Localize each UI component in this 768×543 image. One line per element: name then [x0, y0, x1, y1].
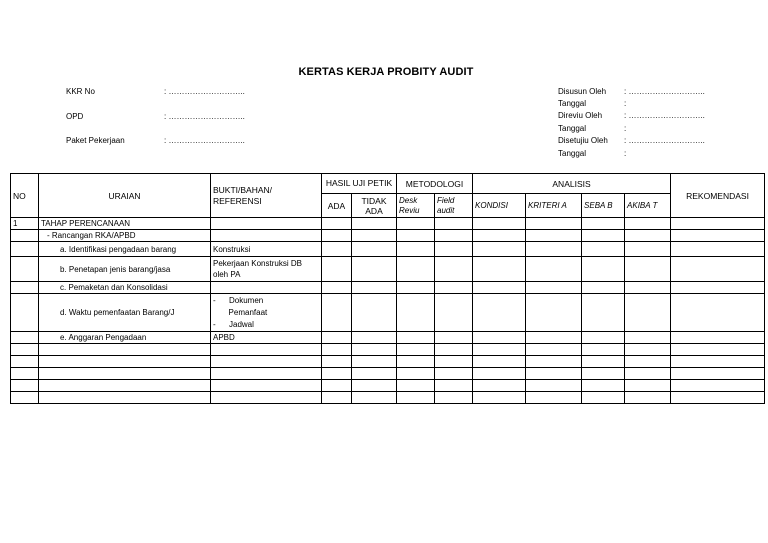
table-row — [11, 332, 765, 344]
header-bukti-referensi: BUKTI/BAHAN/ REFERENSI — [211, 174, 322, 218]
page-title: KERTAS KERJA PROBITY AUDIT — [298, 66, 474, 78]
header-no: NO — [11, 174, 39, 218]
direviu-oleh-label: Direviu Oleh — [558, 111, 603, 120]
table-row — [11, 218, 765, 230]
header-kondisi: KONDISI — [473, 194, 526, 218]
disusun-oleh-value[interactable]: : ……………………….. — [624, 87, 705, 96]
tanggal-3-label: Tanggal — [558, 149, 587, 158]
kkr-no-value[interactable]: : ……………………….. — [164, 87, 245, 96]
bukti-item: - Dokumen — [213, 295, 264, 305]
row-uraian: e. Anggaran Pengadaan — [39, 332, 211, 344]
header-hasil-uji-petik: HASIL UJI PETIK — [322, 174, 397, 194]
row-uraian: a. Identifikasi pengadaan barang — [39, 242, 211, 257]
row-bukti: Pekerjaan Konstruksi DB oleh PA — [211, 257, 322, 282]
kkr-no-label: KKR No — [66, 87, 95, 96]
header-uraian: URAIAN — [39, 174, 211, 218]
row-no: 1 — [11, 218, 39, 230]
disetujui-oleh-value[interactable]: : ……………………….. — [624, 136, 705, 145]
row-uraian: TAHAP PERENCANAAN — [39, 218, 211, 230]
tanggal-2-label: Tanggal — [558, 124, 587, 133]
disusun-oleh-label: Disusun Oleh — [558, 87, 607, 96]
bukti-item: Pemanfaat — [213, 307, 268, 317]
header-rekomendasi: REKOMENDASI — [671, 174, 765, 218]
header-tidak-ada: TIDAK ADA — [352, 194, 397, 218]
tanggal-1-label: Tanggal — [558, 99, 587, 108]
table-row — [11, 282, 765, 294]
row-bukti: Konstruksi — [211, 242, 322, 257]
row-uraian: d. Waktu pemenfaatan Barang/J — [39, 294, 211, 332]
table-row — [11, 368, 765, 380]
tanggal-2-value[interactable]: : — [624, 124, 627, 133]
header-ada: ADA — [322, 194, 352, 218]
table-row — [11, 344, 765, 356]
row-uraian: - Rancangan RKA/APBD — [39, 230, 211, 242]
row-uraian: c. Pemaketan dan Konsolidasi — [39, 282, 211, 294]
table-row — [11, 257, 765, 282]
header-sebab: SEBA B — [582, 194, 625, 218]
table-row — [11, 380, 765, 392]
paket-pekerjaan-value[interactable]: : ……………………….. — [164, 136, 245, 145]
header-kriteria: KRITERI A — [526, 194, 582, 218]
table-row — [11, 392, 765, 404]
table-row — [11, 242, 765, 257]
header-akibat: AKIBA T — [625, 194, 671, 218]
tanggal-1-value[interactable]: : — [624, 99, 627, 108]
opd-label: OPD — [66, 112, 84, 121]
direviu-oleh-value[interactable]: : ……………………….. — [624, 111, 705, 120]
table-row — [11, 230, 765, 242]
tanggal-3-value[interactable]: : — [624, 149, 627, 158]
table-row — [11, 294, 765, 332]
disetujui-oleh-label: Disetujiu Oleh — [558, 136, 608, 145]
bukti-item: - Jadwal — [213, 319, 254, 329]
header-metodologi: METODOLOGI — [397, 174, 473, 194]
opd-value[interactable]: : ……………………….. — [164, 112, 245, 121]
row-bukti: APBD — [211, 332, 322, 344]
header-field-audit: Field audit — [435, 194, 473, 218]
table-row — [11, 356, 765, 368]
row-uraian: b. Penetapan jenis barang/jasa — [39, 257, 211, 282]
header-desk-reviu: Desk Reviu — [397, 194, 435, 218]
row-bukti — [211, 294, 322, 332]
header-analisis: ANALISIS — [473, 174, 671, 194]
audit-worksheet-table — [10, 173, 765, 404]
paket-pekerjaan-label: Paket Pekerjaan — [66, 136, 125, 145]
